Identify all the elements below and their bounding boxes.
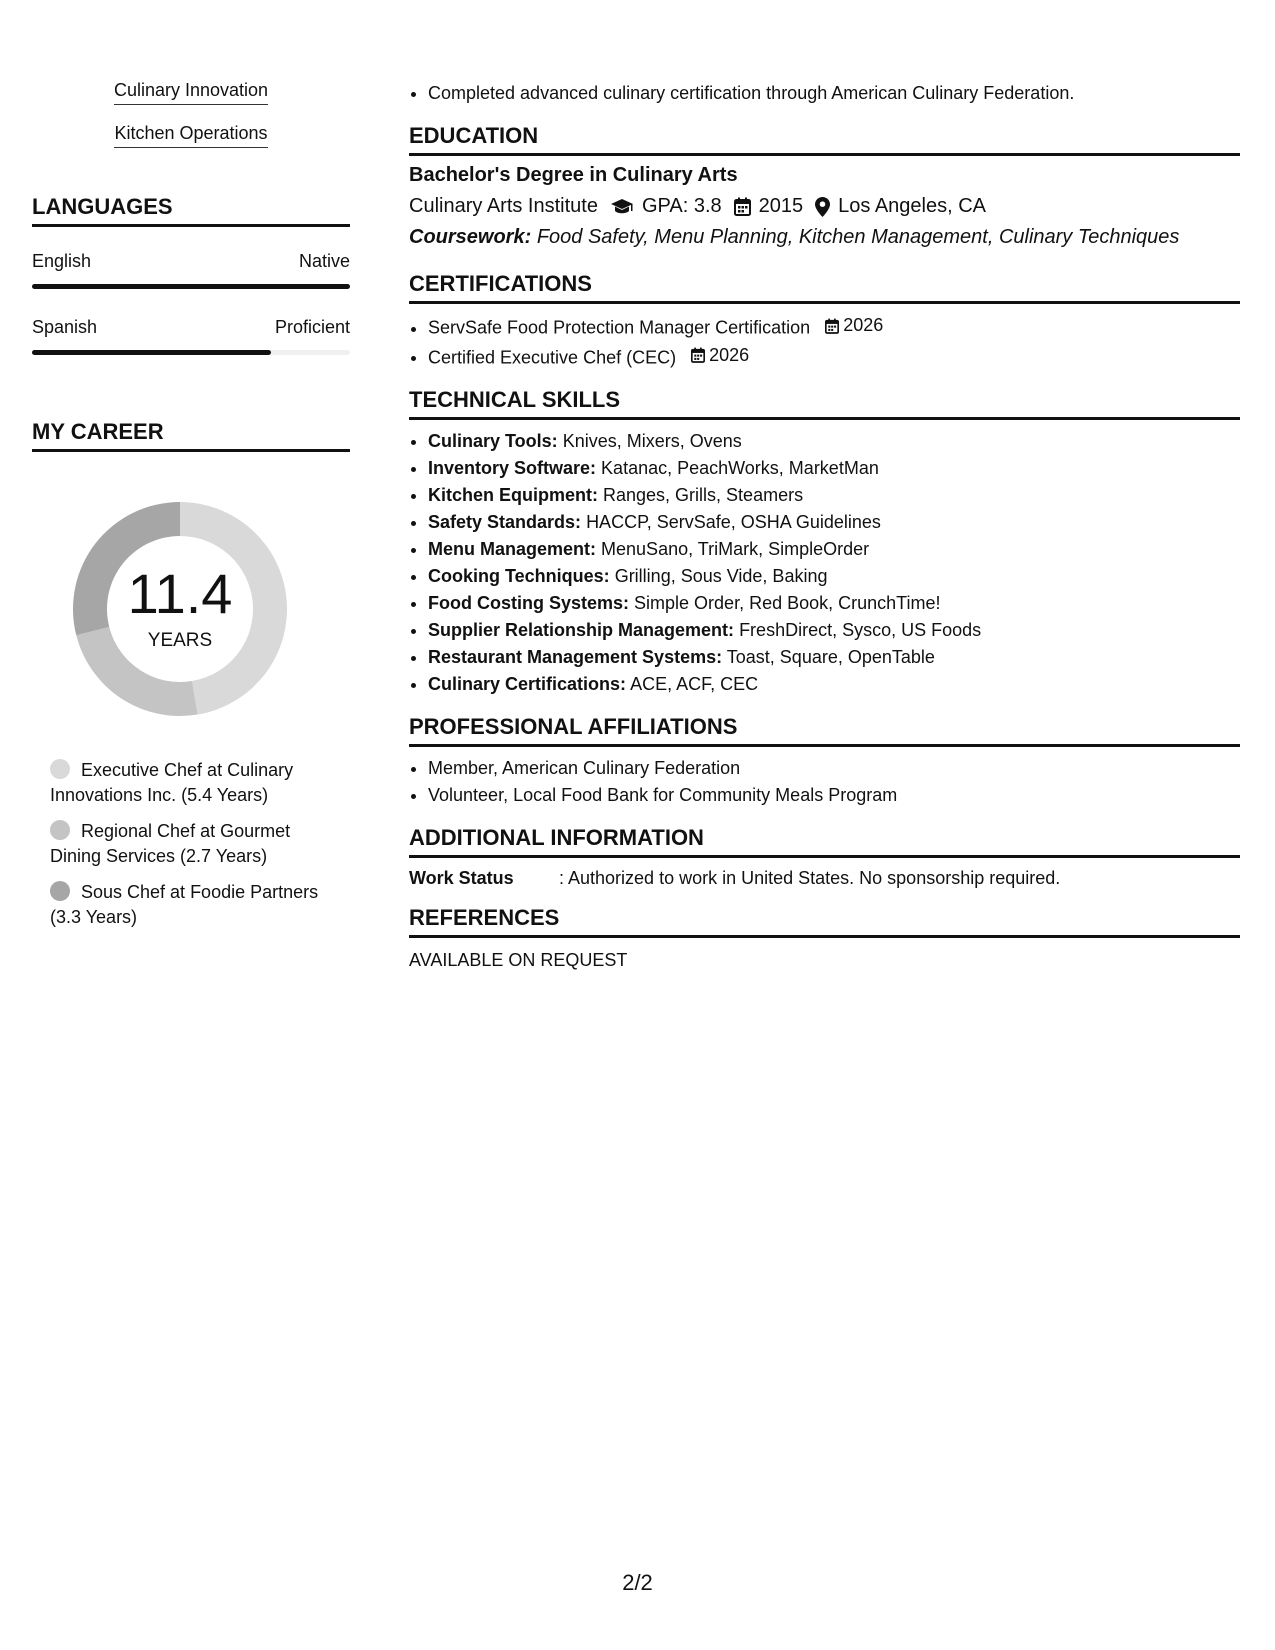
references-text: AVAILABLE ON REQUEST <box>409 950 628 970</box>
education-details <box>409 195 1240 218</box>
technical-skill-value: FreshDirect, Sysco, US Foods <box>739 620 982 640</box>
technical-skill-item <box>428 590 1240 617</box>
technical-skill-item <box>428 455 1240 482</box>
technical-skill-value: Ranges, Grills, Steamers <box>603 485 804 505</box>
references-section <box>409 905 1240 971</box>
references-heading: REFERENCES <box>409 905 1240 938</box>
technical-skill-value: HACCP, ServSafe, OSHA Guidelines <box>586 512 881 532</box>
page-number: 2/2 <box>622 1570 653 1595</box>
work-status-row <box>409 868 1240 889</box>
languages-heading: LANGUAGES <box>32 194 350 227</box>
language-bar <box>32 350 350 355</box>
legend-dot-icon <box>50 759 70 779</box>
career-legend-label: Executive Chef at Culinary Innovations Inc. (5.4 Years) <box>50 760 294 805</box>
certification-item <box>428 342 1240 372</box>
language-name: English <box>32 251 92 271</box>
certifications-heading: CERTIFICATIONS <box>409 271 1240 304</box>
language-name: Spanish <box>32 317 98 337</box>
technical-skill-item <box>428 563 1240 590</box>
technical-skill-value: MenuSano, TriMark, SimpleOrder <box>601 539 870 559</box>
technical-skills-list <box>409 428 1240 698</box>
experience-bullet: • Completed advanced culinary certification through American Culinary Federation. <box>428 80 1240 107</box>
work-status-label: Work Status <box>409 868 514 888</box>
career-unit: YEARS <box>147 630 213 651</box>
technical-skill-label: Menu Management: <box>428 539 597 559</box>
additional-info-heading: ADDITIONAL INFORMATION <box>409 825 1240 858</box>
affiliations-heading: PROFESSIONAL AFFILIATIONS <box>409 714 1240 747</box>
language-item <box>32 251 350 289</box>
career-total: 11.4 <box>127 562 233 625</box>
experience-bullets <box>409 80 1240 107</box>
skill-list <box>32 80 350 166</box>
technical-skill-label: Culinary Tools: <box>428 431 558 451</box>
career-donut-chart <box>65 494 295 724</box>
technical-skills-heading: TECHNICAL SKILLS <box>409 387 1240 420</box>
certification-name: ServSafe Food Protection Manager Certification <box>428 317 811 338</box>
language-bar <box>32 284 350 289</box>
affiliations-section <box>409 714 1240 809</box>
legend-dot-icon <box>50 820 70 840</box>
location-pin-icon <box>815 197 830 217</box>
education-year: 2015 <box>758 195 804 217</box>
legend-dot-icon <box>50 881 70 901</box>
language-bar-fill <box>32 284 350 289</box>
certification-year: 2026 <box>843 315 884 335</box>
technical-skill-label: Cooking Techniques: <box>428 566 610 586</box>
main-content <box>409 80 1240 971</box>
technical-skill-item <box>428 617 1240 644</box>
technical-skill-item <box>428 428 1240 455</box>
education-location: Los Angeles, CA <box>838 195 987 217</box>
career-legend-item <box>50 880 340 930</box>
career-heading: MY CAREER <box>32 419 350 452</box>
certification-item <box>428 312 1240 342</box>
technical-skill-value: Katanac, PeachWorks, MarketMan <box>601 458 879 478</box>
languages-section <box>32 194 350 355</box>
education-degree: Bachelor's Degree in Culinary Arts <box>409 164 738 186</box>
technical-skill-value: ACE, ACF, CEC <box>630 674 759 694</box>
career-legend-item <box>50 819 340 869</box>
education-heading: EDUCATION <box>409 123 1240 156</box>
technical-skill-value: Toast, Square, OpenTable <box>726 647 935 667</box>
education-coursework <box>409 226 1240 249</box>
technical-skill-label: Inventory Software: <box>428 458 597 478</box>
technical-skill-value: Knives, Mixers, Ovens <box>562 431 742 451</box>
technical-skill-value: Simple Order, Red Book, CrunchTime! <box>634 593 941 613</box>
skill-item: Culinary Innovation <box>114 80 268 105</box>
education-section <box>409 123 1240 249</box>
technical-skill-value: Grilling, Sous Vide, Baking <box>614 566 828 586</box>
affiliations-list <box>409 755 1240 809</box>
language-bar-fill <box>32 350 271 355</box>
technical-skill-label: Kitchen Equipment: <box>428 485 598 505</box>
technical-skills-section <box>409 387 1240 698</box>
technical-skill-item <box>428 644 1240 671</box>
certification-name: Certified Executive Chef (CEC) <box>428 347 677 367</box>
additional-info-section <box>409 825 1240 889</box>
career-section <box>32 419 350 930</box>
skill-item: Kitchen Operations <box>114 123 267 148</box>
graduation-cap-icon <box>610 198 634 216</box>
sidebar <box>32 80 350 941</box>
technical-skill-item <box>428 482 1240 509</box>
technical-skill-label: Restaurant Management Systems: <box>428 647 723 667</box>
technical-skill-item <box>428 671 1240 698</box>
calendar-icon <box>734 197 751 216</box>
technical-skill-item <box>428 509 1240 536</box>
education-school: Culinary Arts Institute <box>409 195 598 217</box>
career-legend-item <box>50 758 340 808</box>
career-legend <box>50 758 340 930</box>
technical-skill-label: Supplier Relationship Management: <box>428 620 735 640</box>
technical-skill-item <box>428 536 1240 563</box>
language-level: Native <box>298 251 350 271</box>
career-legend-label: Regional Chef at Gourmet Dining Services (2.7 Years) <box>50 821 291 866</box>
calendar-icon <box>825 318 839 334</box>
affiliation-item: • Volunteer, Local Food Bank for Community Meals Program <box>428 782 1240 809</box>
language-item <box>32 317 350 355</box>
technical-skill-label: Safety Standards: <box>428 512 582 532</box>
coursework-value: Food Safety, Menu Planning, Kitchen Management, Culinary Techniques <box>536 226 1180 248</box>
certifications-list <box>409 312 1240 371</box>
certifications-section <box>409 271 1240 371</box>
technical-skill-label: Culinary Certifications: <box>428 674 627 694</box>
technical-skill-label: Food Costing Systems: <box>428 593 630 613</box>
calendar-icon <box>691 347 705 363</box>
career-legend-label: Sous Chef at Foodie Partners (3.3 Years) <box>50 882 319 927</box>
work-status-value: : Authorized to work in United States. No sponsorship required. <box>559 868 1061 888</box>
coursework-label: Coursework: <box>409 226 532 248</box>
affiliation-item: • Member, American Culinary Federation <box>428 755 1240 782</box>
certification-year: 2026 <box>709 344 750 365</box>
education-gpa: GPA: 3.8 <box>641 195 722 217</box>
language-level: Proficient <box>274 317 350 337</box>
